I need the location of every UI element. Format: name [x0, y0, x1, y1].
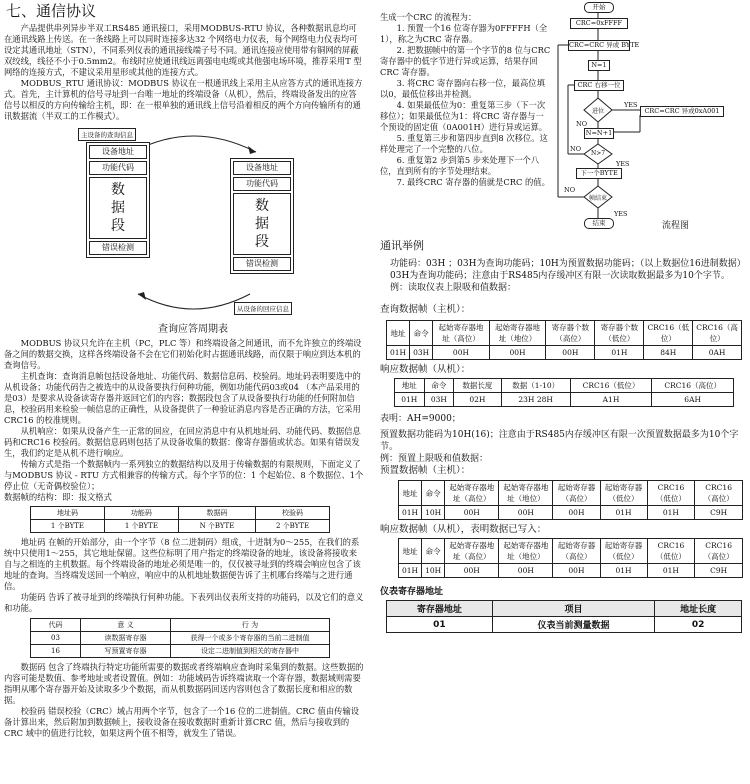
response-frame-title: 响应数据帧（从机）： [380, 364, 471, 375]
crc-step: 4. 如果最低位为0：重复第三步（下一次移位）；如果最低位为1：将CRC 寄存器与一个预设的固定值（0A001H）进行异或运算。 [380, 100, 548, 132]
examples [380, 240, 748, 633]
resp-cell: 03H [424, 393, 454, 407]
paragraph-data-code: 数据码 包含了终端执行特定功能所需要的数据或者终端响应查询时采集到的数据。这些数据的内容可能是数值、参考地址或者设置值。例如：功能域码告诉终端读取一个寄存器，数据域则需要指明从哪个寄存器开始及读取多少个数据，而从机数据码回送内容则包含了数据长度和相应的数据。 [4, 662, 364, 705]
master-query-tag: 主设备的查询信息 [78, 128, 136, 141]
example-line: 03H为查询功能码；注意由于RS485内存缓冲区有限一次读取数据最多为10个字节。 [390, 271, 730, 281]
response-frame-table [394, 378, 734, 407]
paragraph-intro: 产品提供串列异步半双工RS485 通讯接口，采用MODBUS-RTU 协议，各种数据讯息均可在通讯线路上传送。在一条线路上可以同时连接多达32 个网络电力仪表，每个网络电力仪表均可设定其通讯地址（STN），不同系列仪表的通讯接线端子号不同。通讯连接应使用带有铜网的屏蔽双绞线，线径不小于0.5mm2。布线时应使通讯线远离强电电缆或其他强电场环境，推荐采用T 型网络的连接方式，不建议采用星形或其他的连接方式。 [4, 23, 362, 77]
query-cell: 00H [433, 346, 490, 360]
frame-header: 功能码 [104, 507, 178, 520]
preset-cell: C9H [695, 506, 743, 520]
slave-address-cell: 设备地址 [233, 161, 291, 175]
example-title: 通讯举例 [380, 239, 424, 252]
flow-init: CRC=0xFFFF [570, 18, 628, 29]
preset-cell: 01H [647, 506, 695, 520]
func-cell: 16 [31, 645, 81, 658]
example-line: 预置数据功能码为10H(16)；注意由于RS485内存缓冲区有限一次预置数据最多为10个字节。 [380, 430, 739, 452]
reg-header: 寄存器地址 [387, 601, 493, 617]
reg-cell: 仪表当前测量数据 [492, 617, 655, 633]
slave-check-cell: 错误检测 [233, 257, 291, 271]
flow-increment: N=N+1 [585, 129, 613, 137]
flow-carry: 进位 [591, 108, 604, 115]
flow-xor-byte: CRC=CRC 异或 BYTE [569, 41, 640, 49]
query-header: 命令 [410, 321, 433, 346]
preset-header: 起始寄存器（高位） [553, 481, 600, 506]
preset-resp-cell: 00H [445, 564, 499, 578]
frame-header: 地址码 [31, 507, 105, 520]
query-header: 寄存器个数（低位） [595, 321, 644, 346]
flow-xor-poly: CRC=CRC 异或0xA001 [640, 106, 724, 117]
query-header: CRC16（高位） [693, 321, 742, 346]
master-address-cell: 设备地址 [89, 145, 147, 159]
preset-resp-cell: 10H [422, 564, 445, 578]
flow-n-check: N>7 [590, 150, 606, 157]
preset-cell: 10H [422, 506, 445, 520]
paragraph-function-code: 功能码 告诉了被寻址到的终端执行何种功能。下表列出仪表所支持的功能码，以及它们的意义和功能。 [4, 592, 364, 613]
resp-header: CRC16（高位） [652, 379, 734, 393]
func-cell: 写预置寄存器 [81, 645, 171, 658]
query-cell: 00H [546, 346, 595, 360]
example-line: 例：读取仪表上限吸和值数据： [390, 283, 517, 293]
example-line: 功能码：03H ；03H为查询功能码；10H为预置数据功能码；（以上数据位16进制数据） [390, 259, 746, 269]
qa-caption: 查询应答周期表 [158, 324, 228, 335]
example-line: 例：预置上限吸和值数据： [380, 454, 489, 464]
crc-step: 2. 把数据帧中的第一个字节的8 位与CRC 寄存器中的低字节进行异或运算，结果存回CRC 寄存器。 [380, 45, 551, 77]
preset-cell: 00H [553, 506, 600, 520]
query-frame-title: 查询数据帧（主机）： [380, 304, 471, 315]
func-cell: 03 [31, 632, 81, 645]
crc-step: 7. 最终CRC 寄存器的值就是CRC 的值。 [396, 177, 550, 187]
preset-resp-header: CRC16（高位） [695, 539, 743, 564]
frame-cell: 1 个BYTE [104, 520, 178, 533]
register-table [386, 600, 742, 633]
paragraph-host-query: 主机查询：查询消息帧包括设备地址、功能代码、数据信息码、校验码。地址码表明要选中的从机设备；功能代码告之被选中的从设备要执行何种功能，例如功能代码03或04 （本产品采用的是03）是要求从设备读寄存器并返回它们的内容；数据段包含了从设备要执行功能的任何附加信息，校验码用来检验一帧信息的正确性，从设备提供了一种验证消息内容是否正确的方法，它采用CRC16 的校准规则。 [4, 371, 361, 425]
preset-resp-header: 起始寄存器（高位） [553, 539, 600, 564]
crc-step: 生成一个CRC 的流程为： [380, 12, 477, 22]
reg-cell: 02 [655, 617, 742, 633]
section-title: 七、通信协议 [6, 2, 97, 20]
flow-yes-label: YES [616, 160, 630, 168]
preset-response-title: 响应数据帧（从机），表明数据已写入： [380, 524, 547, 535]
resp-cell: 01H [395, 393, 425, 407]
preset-cell: 01H [399, 506, 422, 520]
query-header: 寄存器个数（高位） [546, 321, 595, 346]
paragraph-crc: 校验码 错误校验（CRC）域占用两个字节，包含了一个16 位的二进制值。CRC 值由传输设备计算出来，然后附加到数据帧上，接收设备在接收数据时重新计算CRC 值，然后与接收到的CRC 域中的值进行比较，如果这两个值不相等，就发生了错误。 [4, 706, 360, 738]
crc-step: 6. 重复第2 步到第5 步来处理下一个八位，直到所有的字节处理结束。 [380, 155, 540, 176]
func-header: 意 义 [81, 619, 171, 632]
preset-header: 起始寄存器地址（地位） [499, 481, 553, 506]
slave-data-block: 数 据 段 [233, 193, 291, 255]
reg-header: 项目 [492, 601, 655, 617]
resp-header: 数据长度 [454, 379, 501, 393]
preset-resp-header: 命令 [422, 539, 445, 564]
slave-function-cell: 功能代码 [233, 177, 291, 191]
frame-header: 校验码 [256, 507, 330, 520]
preset-header: 地址 [399, 481, 422, 506]
preset-header: CRC16（高位） [695, 481, 743, 506]
master-check-cell: 错误检测 [89, 241, 147, 255]
preset-cell: 01H [600, 506, 647, 520]
query-frame-table [386, 320, 742, 360]
query-cell: 84H [644, 346, 693, 360]
reg-header: 地址长度 [655, 601, 742, 617]
master-data-block: 数 据 段 [89, 177, 147, 239]
cycle-arrows [28, 124, 358, 314]
preset-resp-cell: 00H [499, 564, 553, 578]
frame-format-table [30, 506, 330, 533]
paragraph-modbus: MODBUS_RTU 通讯协议：MODBUS 协议在一根通讯线上采用主从应答方式的通讯连接方式。首先，主计算机的信号寻址到一台唯一地址的终端设备（从机），然后，终端设备发出的应答信号以相反的方向传输给主机，即：在一根单独的通讯线上信号沿着相反的两个方向传输所有的通讯数据流（半双工的工作模式）。 [4, 78, 363, 121]
preset-resp-cell: C9H [695, 564, 743, 578]
preset-resp-header: 起始寄存器地址（地位） [499, 539, 553, 564]
func-header: 代码 [31, 619, 81, 632]
preset-cell: 00H [499, 506, 553, 520]
master-frame [86, 142, 150, 258]
resp-header: 地址 [395, 379, 425, 393]
frame-cell: 2 个BYTE [256, 520, 330, 533]
preset-resp-header: 起始寄存器（低位） [600, 539, 647, 564]
flowchart-caption: 流程图 [662, 221, 690, 231]
query-cell: 03H [410, 346, 433, 360]
paragraph-address-code: 地址码 在帧的开始部分，由一个字节（8 位二进制码）组成，十进制为0～255，在我们的系统中只使用1～255，其它地址保留。这些位标明了用户指定的终端设备的地址，该设备将接收来自与之相连的主机数据。每个终端设备的地址必须是唯一的，仅仅被寻址到的终端会响应包含了该地址的查询。当终端发送回一个响应，响应中的从机地址数据便告诉了主机哪台终端与之进行通信。 [4, 537, 361, 591]
preset-resp-cell: 01H [399, 564, 422, 578]
preset-resp-cell: 01H [647, 564, 695, 578]
resp-cell: 6AH [652, 393, 734, 407]
paragraph-transmission: 传输方式是指一个数据帧内一系列独立的数据结构以及用于传输数据的有限规则，下面定义了与MODBUS 协议 - RTU 方式相兼容的传输方式。每个字节的位：1 个起始位、8 个数据位、1个停止位（无奇偶校验位）； [4, 459, 364, 491]
resp-header: CRC16（低位） [570, 379, 652, 393]
preset-resp-header: 起始寄存器地址（高位） [445, 539, 499, 564]
preset-resp-header: CRC16（低位） [647, 539, 695, 564]
query-cell: 00H [489, 346, 546, 360]
crc-steps [380, 0, 552, 188]
flow-next-byte: 下一个BYTE [576, 168, 622, 179]
flow-shift: CRC 右移一位 [574, 80, 624, 91]
slave-frame [230, 158, 294, 274]
func-cell: 设定二进制值到相关的寄存器中 [171, 645, 330, 658]
flow-no-label: NO [576, 120, 588, 128]
resp-header: 命令 [424, 379, 454, 393]
right-column [380, 0, 750, 631]
preset-resp-cell: 00H [553, 564, 600, 578]
resp-header: 数据（1-10） [501, 379, 570, 393]
func-cell: 读数据寄存器 [81, 632, 171, 645]
func-header: 行 为 [171, 619, 330, 632]
preset-resp-header: 地址 [399, 539, 422, 564]
preset-frame-title: 预置数据帧（主机）： [380, 465, 471, 476]
frame-header: 数据码 [178, 507, 255, 520]
flow-n-init: N=1 [588, 60, 610, 71]
register-title: 仪表寄存器地址 [380, 587, 444, 597]
paragraph-slave-response: 从机响应：如果从设备产生一正常的回应，在回应消息中有从机地址码、功能代码、数据信息码和CRC16 校验码。数据信息码则包括了从设备收集的数据：像寄存器值或状态。如果有错误发生，我们约定是从机不进行响应。 [4, 426, 361, 458]
query-response-diagram [28, 124, 358, 335]
resp-cell: 02H [454, 393, 501, 407]
function-code-table [30, 618, 330, 658]
frame-cell: 1 个BYTE [31, 520, 105, 533]
frame-cell: N 个BYTE [178, 520, 255, 533]
reg-cell: 01 [387, 617, 493, 633]
preset-response-table [398, 538, 743, 578]
query-cell: 01H [387, 346, 410, 360]
resp-cell: A1H [570, 393, 652, 407]
paragraph-master-only: MODBUS 协议只允许在主机（PC，PLC 等）和终端设备之间通讯，而不允许独立的终端设备之间的数据交换，这样各终端设备不会在它们初始化时占据通讯线路，而仅限于响应到达本机的查询信号。 [4, 338, 362, 370]
crc-step: 5. 重复第三步和第四步直到8 次移位。这样处理完了一个完整的八位。 [380, 133, 548, 154]
preset-header: 起始寄存器地址（高位） [445, 481, 499, 506]
query-header: 起始寄存器地址（高位） [433, 321, 490, 346]
preset-header: 命令 [422, 481, 445, 506]
flow-yes-label: YES [624, 101, 638, 109]
flow-end: 结束 [584, 218, 614, 229]
flow-no-label: NO [564, 186, 576, 194]
preset-frame-table [398, 480, 743, 520]
query-header: CRC16（低位） [644, 321, 693, 346]
preset-header: 起始寄存器（低位） [600, 481, 647, 506]
flow-no-label: NO [570, 145, 582, 153]
query-header: 地址 [387, 321, 410, 346]
crc-flowchart [550, 0, 750, 240]
func-cell: 获得一个或多个寄存器的当前二进制值 [171, 632, 330, 645]
preset-resp-cell: 01H [600, 564, 647, 578]
query-header: 起始寄存器地址（地位） [489, 321, 546, 346]
flow-yes-label: YES [614, 210, 628, 218]
query-cell: 01H [595, 346, 644, 360]
preset-cell: 00H [445, 506, 499, 520]
flow-start: 开始 [584, 2, 614, 13]
preset-header: CRC16（低位） [647, 481, 695, 506]
master-function-cell: 功能代码 [89, 161, 147, 175]
resp-cell: 23H 28H [501, 393, 570, 407]
crc-step: 1. 预置一个16 位寄存器为0FFFFH（全1），称之为CRC 寄存器。 [380, 23, 548, 44]
crc-step: 3. 将CRC 寄存器向右移一位，最高位填以0，最低位移出并检测。 [380, 78, 545, 99]
paragraph-frame-structure: 数据帧的结构：即：报文格式 [4, 492, 112, 502]
flow-frame-end: 帧结束 [588, 195, 607, 202]
meaning-line: 表明：AH=9000； [380, 414, 461, 424]
slave-response-tag: 从设备的回应信息 [234, 302, 292, 315]
query-cell: 0AH [693, 346, 742, 360]
left-column [0, 0, 368, 739]
